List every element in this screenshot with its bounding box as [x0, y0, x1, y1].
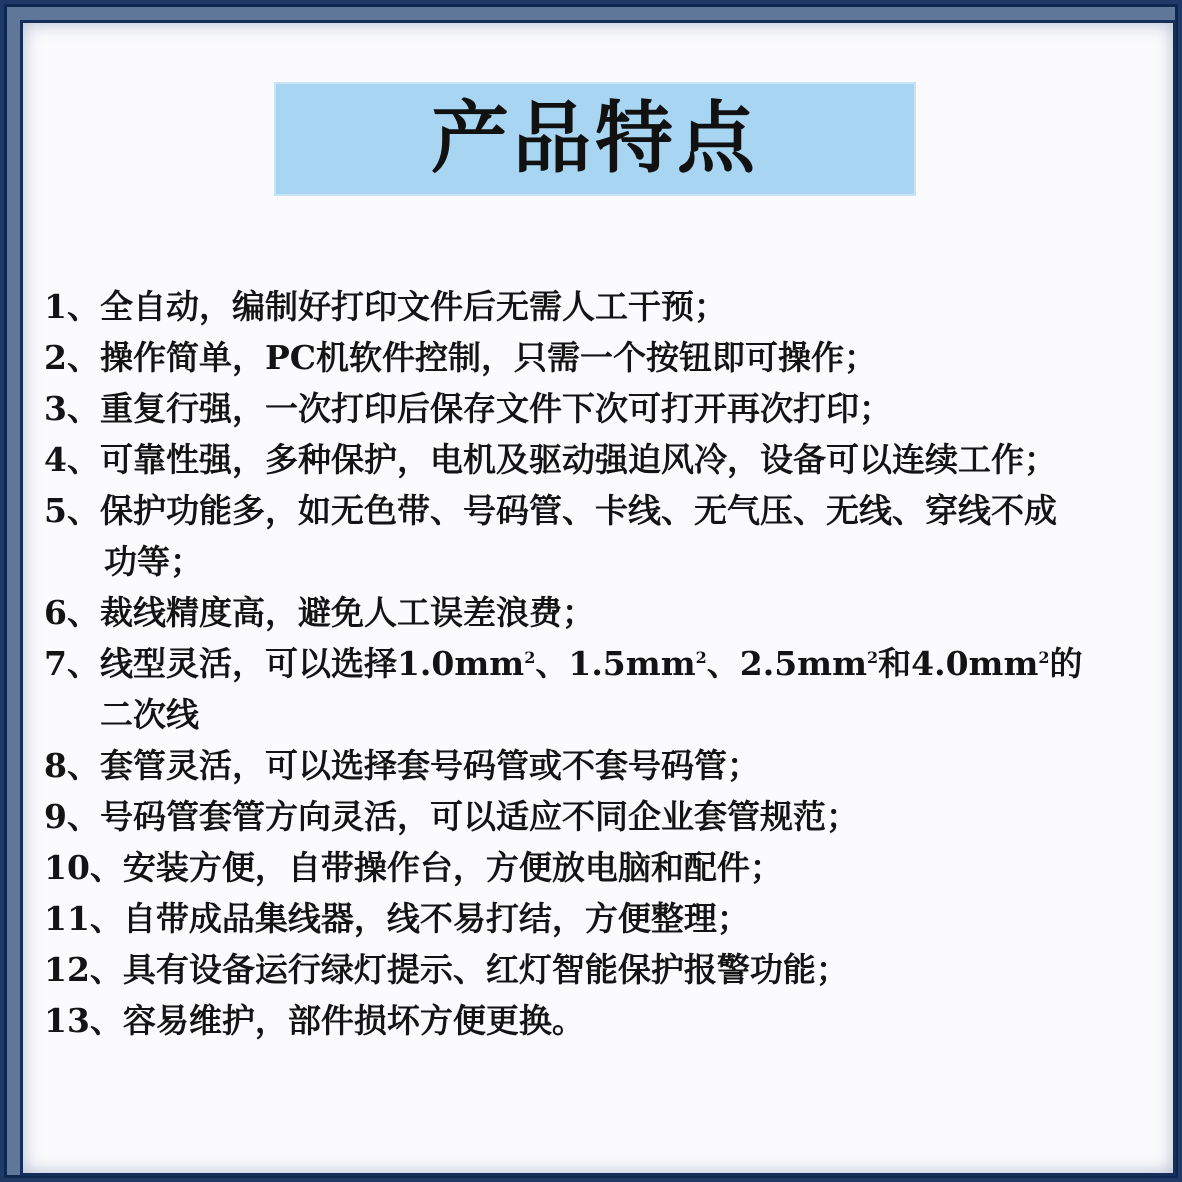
wire-size-separator-1: 、: [535, 644, 569, 683]
feature-item-7: [44, 638, 1154, 689]
feature-item-10: 10、安装方便，自带操作台，方便放电脑和配件；: [44, 848, 783, 887]
feature-item-5: 5、保护功能多，如无色带、号码管、卡线、无气压、无线、穿线不成: [44, 491, 1057, 530]
feature-item-6: 6、裁线精度高，避免人工误差浪费；: [44, 593, 595, 632]
feature-item-3: 3、重复行强，一次打印后保存文件下次可打开再次打印；: [44, 389, 892, 428]
wire-size-2-exponent: 2: [695, 648, 707, 667]
wire-size-1-exponent: 2: [524, 648, 536, 667]
feature-item-9: 9、号码管套管方向灵活，可以适应不同企业套管规范；: [44, 797, 859, 836]
wire-size-join-word: 和: [878, 644, 912, 683]
wire-size-1: 1.0mm: [396, 644, 525, 683]
feature-item-11: 11、自带成品集线器，线不易打结，方便整理；: [44, 899, 750, 938]
wire-size-3-exponent: 2: [867, 648, 879, 667]
feature-item-13: 13、容易维护，部件损坏方便更换。: [44, 1001, 585, 1040]
page-title: 产品特点: [430, 93, 759, 184]
feature-item-8: 8、套管灵活，可以选择套号码管或不套号码管；: [44, 746, 760, 785]
feature-item-1: 1、全自动，编制好打印文件后无需人工干预；: [44, 287, 727, 326]
wire-size-4: 4.0mm: [911, 644, 1039, 683]
title-banner: [274, 82, 916, 196]
feature-item-7-prefix: 7、线型灵活，可以选择: [44, 644, 397, 683]
wire-size-4-exponent: 2: [1038, 648, 1050, 667]
wire-size-2: 1.5mm: [568, 644, 696, 683]
wire-size-separator-2: 、: [706, 644, 740, 683]
feature-item-4: 4、可靠性强，多种保护，电机及驱动强迫风冷，设备可以连续工作；: [44, 440, 1057, 479]
feature-list: [44, 281, 1154, 1046]
feature-item-12: 12、具有设备运行绿灯提示、红灯智能保护报警功能；: [44, 950, 849, 989]
feature-item-7-continuation: 二次线: [100, 695, 199, 734]
feature-item-5-continuation: 功等；: [104, 542, 203, 581]
feature-item-7-suffix: 的: [1049, 644, 1083, 683]
feature-item-2: 2、操作简单，PC机软件控制，只需一个按钮即可操作；: [44, 338, 878, 377]
wire-size-3: 2.5mm: [739, 644, 867, 683]
